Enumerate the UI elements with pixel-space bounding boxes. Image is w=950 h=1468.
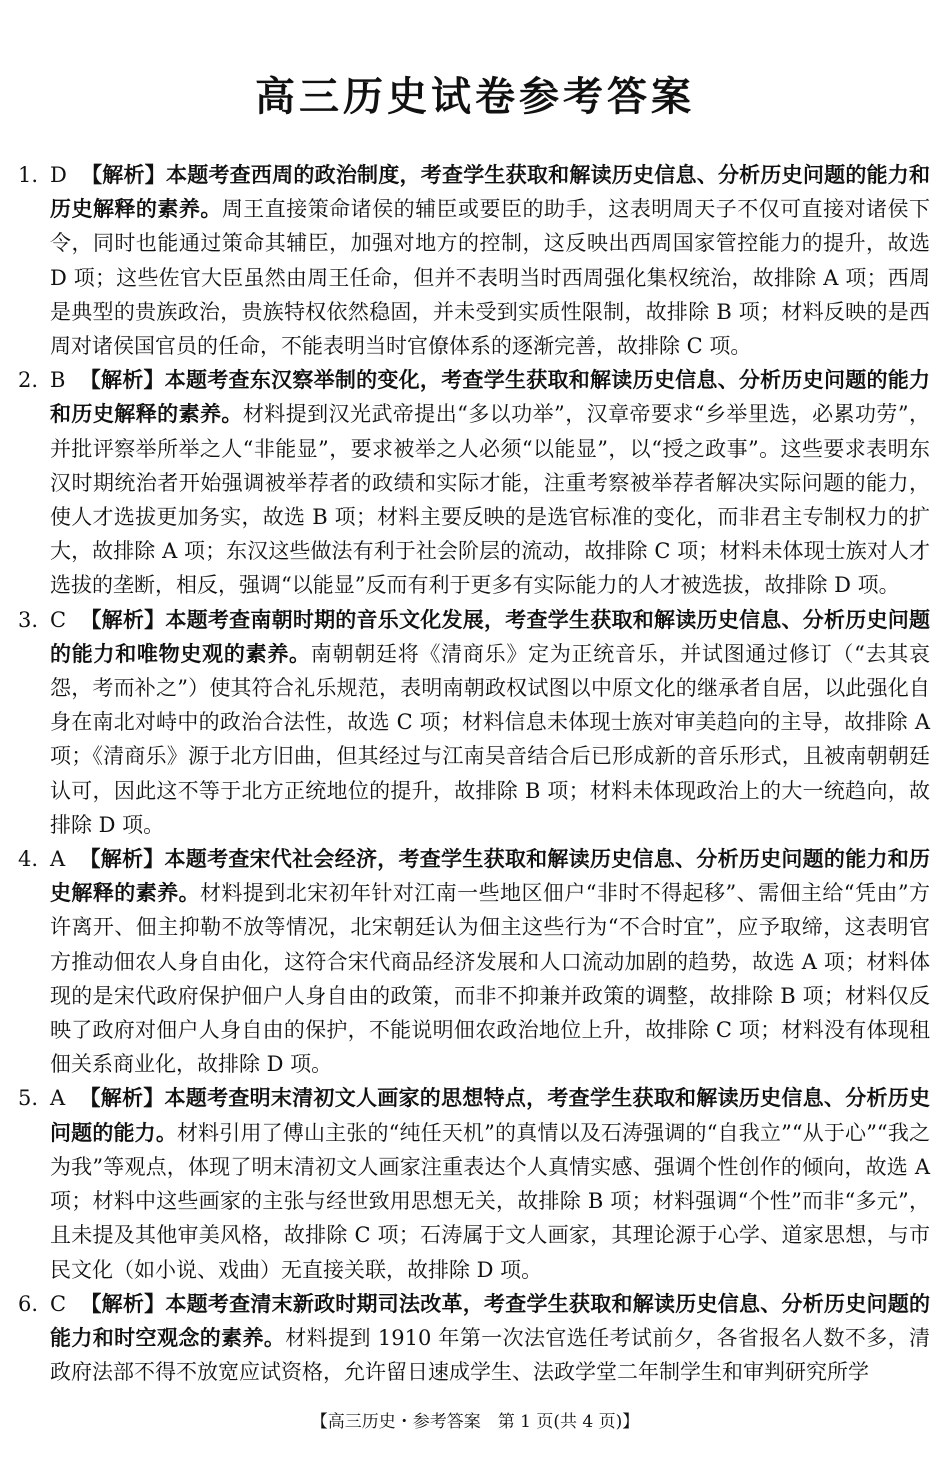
analysis-lead: 本题考查宋代社会经济，考查学生获取和解读历史信息、分析历史问题的能力和历史解释的素养。: [50, 847, 931, 906]
analysis-lead: 本题考查西周的政治制度，考查学生获取和解读历史信息、分析历史问题的能力和历史解释的素养。: [50, 163, 931, 222]
analysis-tag: 【解析】: [79, 847, 165, 872]
analysis-tag: 【解析】: [80, 607, 166, 632]
analysis-lead: 本题考查东汉察举制的变化，考查学生获取和解读历史信息、分析历史问题的能力和历史解释的素养。: [50, 368, 931, 427]
page-title: 高三历史试卷参考答案: [255, 74, 695, 120]
analysis-body: 材料提到北宋初年针对江南一些地区佃户“非时不得起移”、需佃主给“凭由”方许离开、佃主抑勒不放等情况，北宋朝廷认为佃主这些行为“不合时宜”，应予取缔，这表明官方推动佃农人身自由化，这符合宋代商品经济发展和人口流动加剧的趋势，故选 A 项；材料体现的是宋代政府保护佃户人身自由的政策，而非不抑兼并政策的调整，故排除 B 项；材料仅反映了政府对佃户人身自由的保护，不能说明佃农政治地位上升，故排除 C 项；材料没有体现租佃关系商业化，故排除 D 项。: [50, 881, 930, 1077]
question-number: 5.: [18, 1086, 39, 1111]
page-footer: 【高三历史・参考答案 第 1 页(共 4 页)】: [310, 1412, 640, 1432]
analysis-tag: 【解析】: [80, 163, 166, 187]
answer-choice: C: [50, 1291, 67, 1316]
answer-list: [18, 158, 930, 1389]
answer-choice: A: [50, 1086, 66, 1111]
answer-item-2: [18, 363, 930, 602]
answer-choice: D: [50, 163, 67, 187]
analysis-tag: 【解析】: [79, 368, 165, 393]
question-number: 1.: [18, 163, 39, 187]
analysis-body: 周王直接策命诸侯的辅臣或要臣的助手，这表明周天子不仅可直接对诸侯下令，同时也能通过策命其辅臣，加强对地方的控制，这反映出西周国家管控能力的提升，故选 D 项；这些佐官大臣虽然由周王任命，但并不表明当时西周强化集权统治，故排除 A 项；西周是典型的贵族政治，贵族特权依然稳固，并未受到实质性限制，故排除 B 项；材料反映的是西周对诸侯国官员的任命，不能表明当时官僚体系的逐渐完善，故排除 C 项。: [50, 197, 931, 359]
answer-item-3: [18, 603, 930, 842]
analysis-lead: 本题考查南朝时期的音乐文化发展，考查学生获取和解读历史信息、分析历史问题的能力和唯物史观的素养。: [50, 607, 931, 666]
answer-item-4: [18, 842, 930, 1081]
analysis-lead: 本题考查明末清初文人画家的思想特点，考查学生获取和解读历史信息、分析历史问题的能力。: [50, 1086, 931, 1145]
analysis-tag: 【解析】: [80, 1291, 166, 1316]
answer-item-5: [18, 1081, 930, 1286]
question-number: 4.: [18, 847, 39, 872]
question-number: 3.: [18, 607, 39, 632]
analysis-body: 材料提到汉光武帝提出“多以功举”，汉章帝要求“乡举里选，必累功劳”，并批评察举所举之人“非能显”，要求被举之人必须“以能显”，以“授之政事”。这些要求表明东汉时期统治者开始强调被举荐者的政绩和实际才能，注重考察被举荐者解决实际问题的能力，使人才选拔更加务实，故选 B 项；材料主要反映的是选官标准的变化，而非君主专制权力的扩大，故排除 A 项；东汉这些做法有利于社会阶层的流动，故排除 C 项；材料未体现士族对人才选拔的垄断，相反，强调“以能显”反而有利于更多有实际能力的人才被选拔，故排除 D 项。: [50, 402, 930, 598]
answer-choice: B: [50, 368, 66, 393]
answer-choice: C: [50, 607, 67, 632]
analysis-body: 材料引用了傅山主张的“纯任天机”的真情以及石涛强调的“自我立”“从于心”“我之为我”等观点，体现了明末清初文人画家注重表达个人真情实感、强调个性创作的倾向，故选 A 项；材料中这些画家的主张与经世致用思想无关，故排除 B 项；材料强调“个性”而非“多元”，且未提及其他审美风格，故排除 C 项；石涛属于文人画家，其理论源于心学、道家思想，与市民文化（如小说、戏曲）无直接关联，故排除 D 项。: [50, 1120, 930, 1282]
analysis-tag: 【解析】: [79, 1086, 165, 1111]
answer-item-1: [18, 158, 930, 363]
question-number: 2.: [18, 368, 39, 393]
answer-choice: A: [50, 847, 66, 872]
question-number: 6.: [18, 1291, 39, 1316]
answer-item-6: [18, 1287, 930, 1390]
analysis-body: 材料提到 1910 年第一次法官选任考试前夕，各省报名人数不多，清政府法部不得不放宽应试资格，允许留日速成学生、法政学堂二年制学生和审判研究所学: [50, 1325, 931, 1385]
analysis-body: 南朝朝廷将《清商乐》定为正统音乐，并试图通过修订（“去其哀怨，考而补之”）使其符合礼乐规范，表明南朝政权试图以中原文化的继承者自居，以此强化自身在南北对峙中的政治合法性，故选 C 项；材料信息未体现士族对审美趋向的主导，故排除 A 项；《清商乐》源于北方旧曲，但其经过与江南吴音结合后已形成新的音乐形式，且被南朝朝廷认可，因此这不等于北方正统地位的提升，故排除 B 项；材料未体现政治上的大一统趋向，故排除 D 项。: [50, 641, 931, 837]
analysis-lead: 本题考查清末新政时期司法改革，考查学生获取和解读历史信息、分析历史问题的能力和时空观念的素养。: [50, 1291, 931, 1350]
